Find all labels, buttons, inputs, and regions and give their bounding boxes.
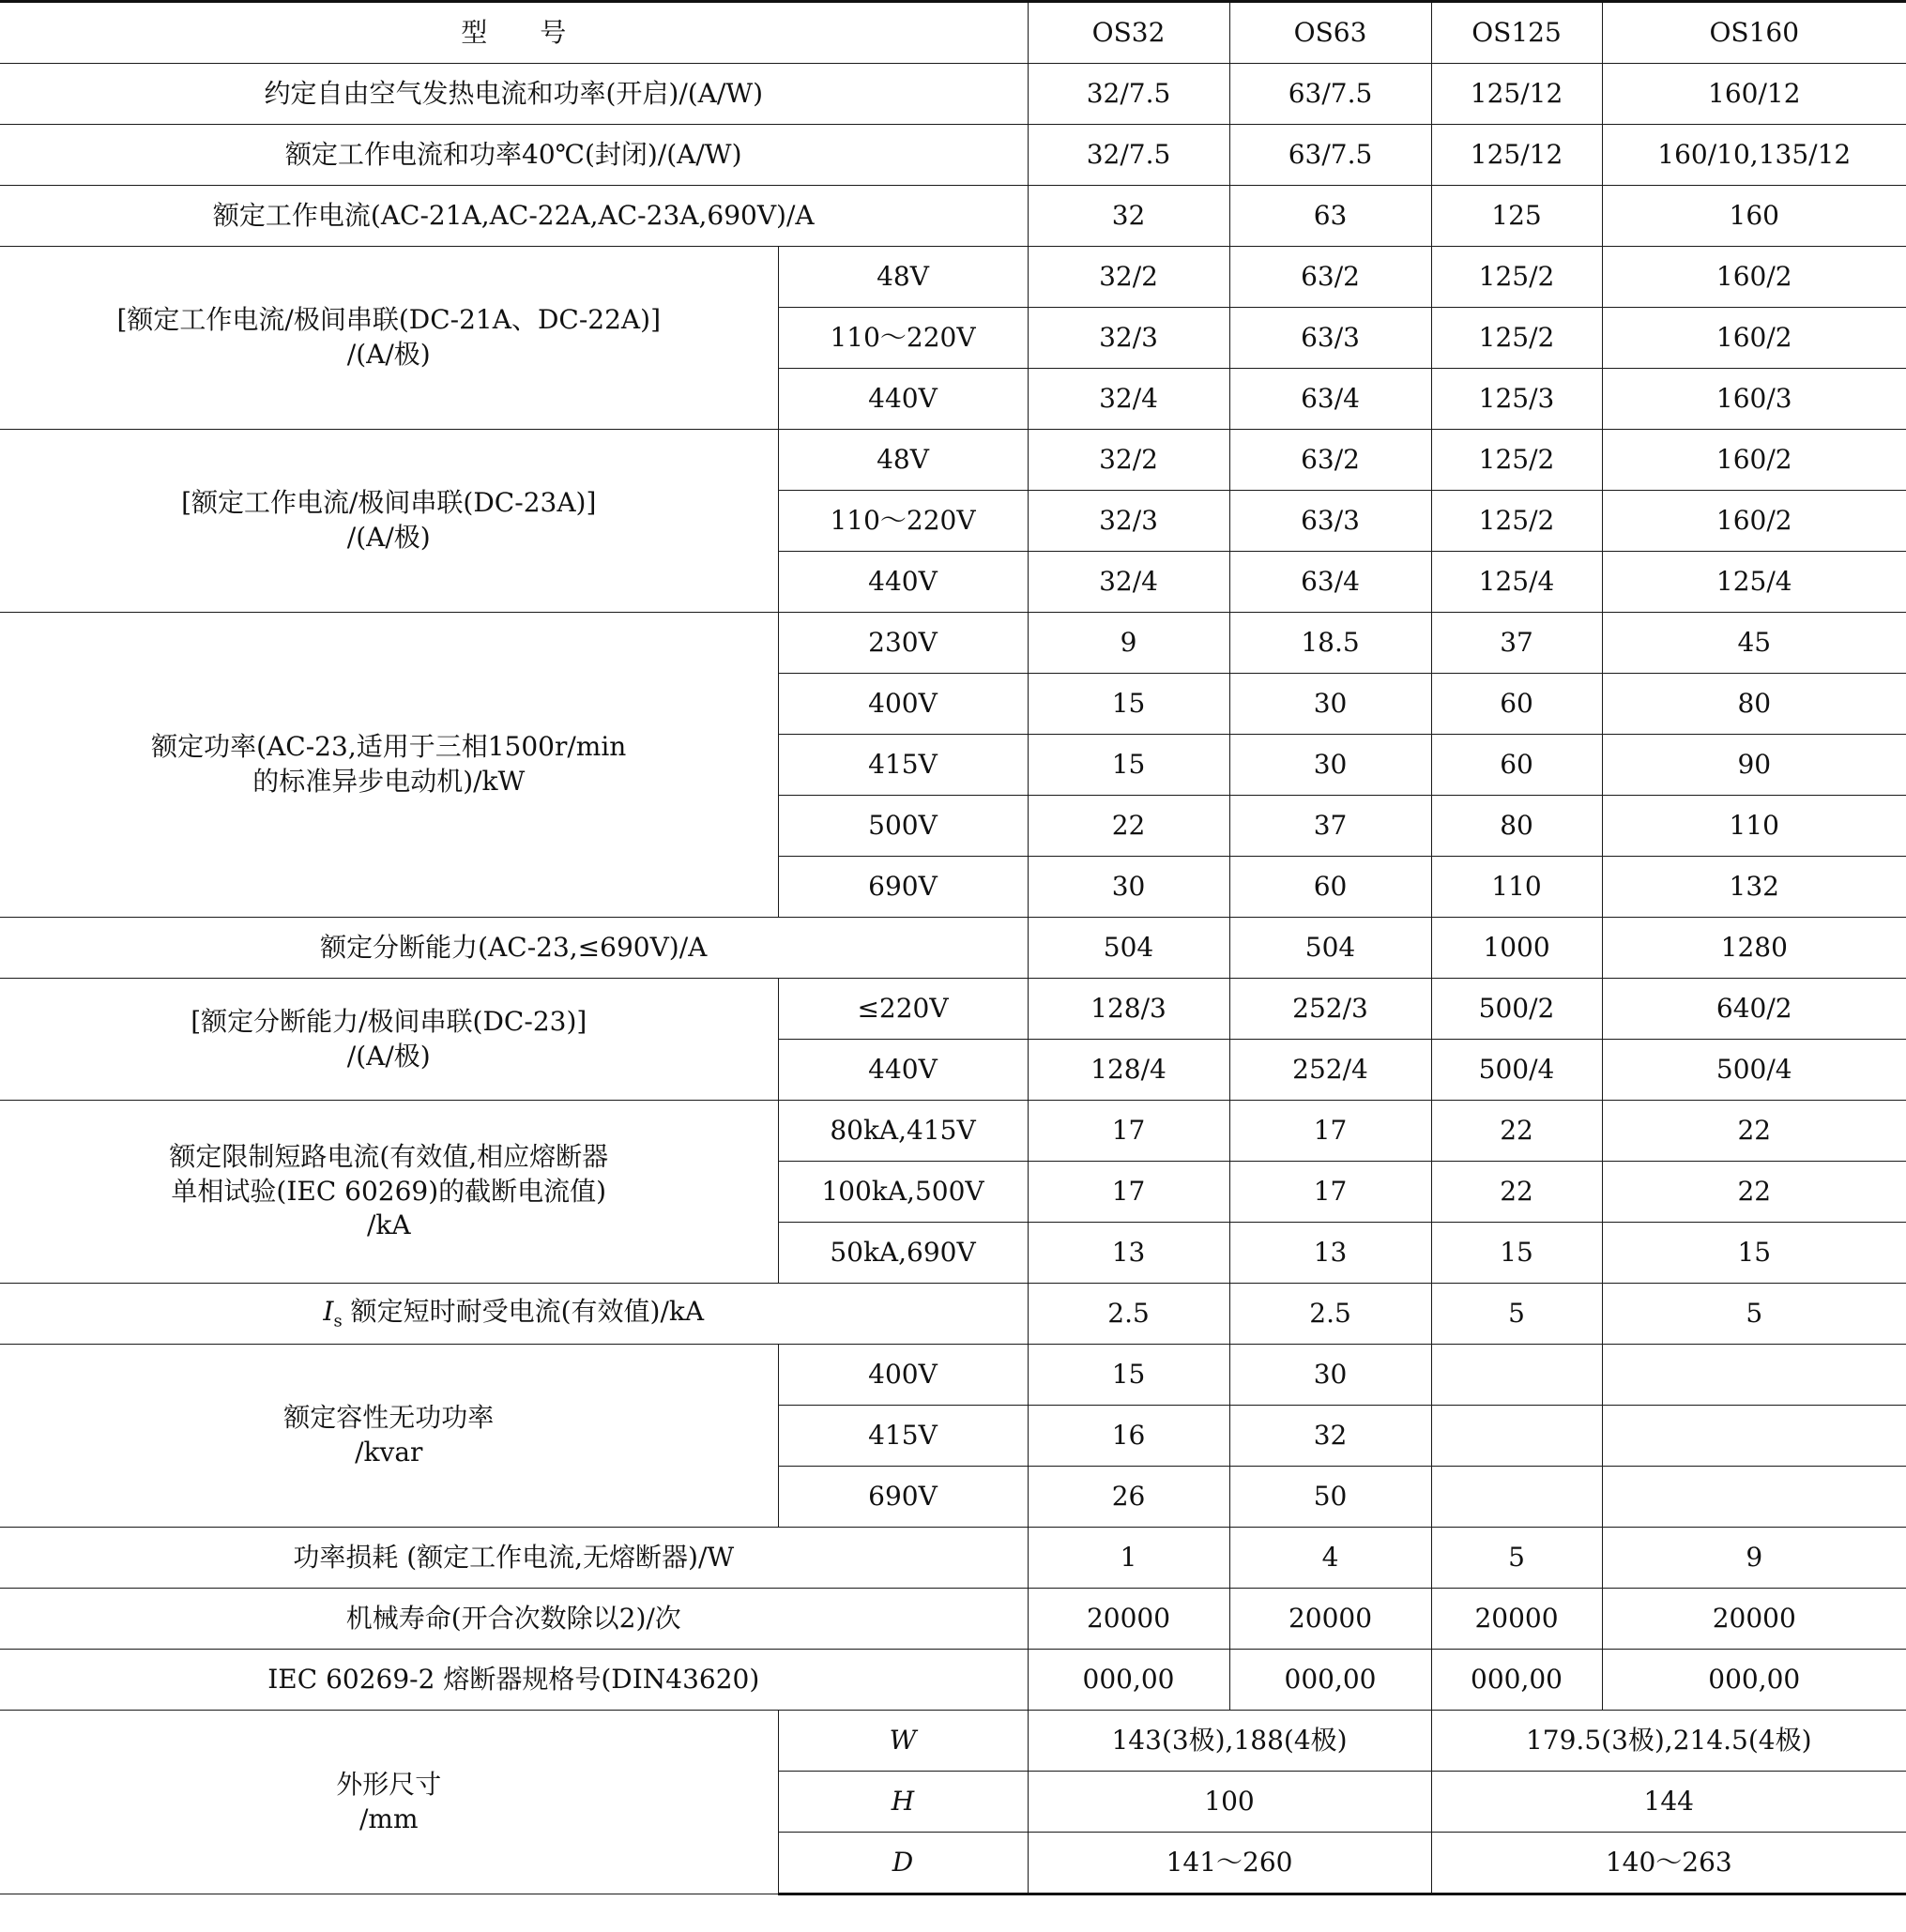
table-row xyxy=(0,64,1906,125)
table-row xyxy=(0,918,1906,979)
row-label-mech-life: 机械寿命(开合次数除以2)/次 xyxy=(0,1589,1028,1650)
row-label-short-time xyxy=(0,1284,1028,1345)
cell-value: 22 xyxy=(1431,1101,1602,1162)
cell-value: 13 xyxy=(1229,1223,1431,1284)
row-label-line: /mm xyxy=(358,1803,419,1834)
row-label-line: 单相试验(IEC 60269)的截断电流值) xyxy=(171,1175,607,1207)
row-label-line: /(A/极) xyxy=(346,1040,431,1072)
cell-value: 9 xyxy=(1028,613,1229,674)
cell-value: 500/4 xyxy=(1431,1040,1602,1101)
cell-value: 32 xyxy=(1229,1406,1431,1467)
cell-value: 125/4 xyxy=(1431,552,1602,613)
cell-value xyxy=(1431,1406,1602,1467)
table-row xyxy=(0,613,1906,674)
condition-cell: 48V xyxy=(778,430,1028,491)
cell-value: 50 xyxy=(1229,1467,1431,1528)
cell-value: 32/3 xyxy=(1028,491,1229,552)
cell-value: 504 xyxy=(1229,918,1431,979)
table-row xyxy=(0,1345,1906,1406)
cell-value xyxy=(1602,1406,1906,1467)
row-label-free-air: 约定自由空气发热电流和功率(开启)/(A/W) xyxy=(0,64,1028,125)
cell-value: 63/3 xyxy=(1229,308,1431,369)
cell-value: 000,00 xyxy=(1028,1650,1229,1711)
row-label-line: 外形尺寸 xyxy=(336,1768,442,1800)
cell-value: 15 xyxy=(1602,1223,1906,1284)
cell-value: 15 xyxy=(1028,674,1229,735)
cell-value: 63 xyxy=(1229,186,1431,247)
condition-cell: 440V xyxy=(778,1040,1028,1101)
cell-value xyxy=(1431,1345,1602,1406)
condition-cell: 100kA,500V xyxy=(778,1162,1028,1223)
cell-value: 160 xyxy=(1602,186,1906,247)
condition-cell: D xyxy=(778,1833,1028,1894)
cell-value: 63/2 xyxy=(1229,247,1431,308)
cell-value: 640/2 xyxy=(1602,979,1906,1040)
cell-value-merged: 179.5(3极),214.5(4极) xyxy=(1431,1711,1906,1772)
header-row xyxy=(0,2,1906,64)
cell-value: 90 xyxy=(1602,735,1906,796)
cell-value: 63/7.5 xyxy=(1229,125,1431,186)
condition-cell: 48V xyxy=(778,247,1028,308)
cell-value: 32 xyxy=(1028,186,1229,247)
header-model-os32: OS32 xyxy=(1028,2,1229,64)
cell-value: 17 xyxy=(1028,1101,1229,1162)
row-label-line: [额定分断能力/极间串联(DC-23)] xyxy=(191,1005,587,1037)
cell-value: 32/4 xyxy=(1028,369,1229,430)
row-label-line: /kA xyxy=(366,1209,411,1241)
cell-value: 1 xyxy=(1028,1528,1229,1589)
cell-value: 22 xyxy=(1602,1101,1906,1162)
row-label-dc-series-21-22 xyxy=(0,247,778,430)
condition-cell: 50kA,690V xyxy=(778,1223,1028,1284)
table-row xyxy=(0,1589,1906,1650)
cell-value: 160/2 xyxy=(1602,430,1906,491)
cell-value-merged: 144 xyxy=(1431,1772,1906,1833)
condition-cell: ≤220V xyxy=(778,979,1028,1040)
cell-value: 125/2 xyxy=(1431,430,1602,491)
table-row xyxy=(0,186,1906,247)
row-label-dc23-breaking xyxy=(0,979,778,1101)
row-label-line: [额定工作电流/极间串联(DC-23A)] xyxy=(181,487,597,519)
cell-value: 60 xyxy=(1431,735,1602,796)
cell-value: 125/12 xyxy=(1431,64,1602,125)
table-row xyxy=(0,979,1906,1040)
condition-cell: W xyxy=(778,1711,1028,1772)
row-label-line: 的标准异步电动机)/kW xyxy=(252,766,526,797)
cell-value: 30 xyxy=(1229,674,1431,735)
cell-value: 32/7.5 xyxy=(1028,64,1229,125)
cell-value: 5 xyxy=(1431,1284,1602,1345)
cell-value: 37 xyxy=(1431,613,1602,674)
table-row xyxy=(0,247,1906,308)
row-label-dc-series-23 xyxy=(0,430,778,613)
cell-value: 20000 xyxy=(1229,1589,1431,1650)
cell-value xyxy=(1431,1467,1602,1528)
cell-value: 16 xyxy=(1028,1406,1229,1467)
row-label-line: [额定工作电流/极间串联(DC-21A、DC-22A)] xyxy=(116,304,661,336)
table-row xyxy=(0,430,1906,491)
header-model-os125: OS125 xyxy=(1431,2,1602,64)
cell-value: 30 xyxy=(1028,857,1229,918)
condition-cell: 500V xyxy=(778,796,1028,857)
cell-value: 80 xyxy=(1602,674,1906,735)
cell-value: 125/4 xyxy=(1602,552,1906,613)
cell-value-merged: 140～263 xyxy=(1431,1833,1906,1894)
cell-value: 63/4 xyxy=(1229,369,1431,430)
cell-value-merged: 100 xyxy=(1028,1772,1431,1833)
cell-value: 15 xyxy=(1028,1345,1229,1406)
cell-value: 32/4 xyxy=(1028,552,1229,613)
condition-cell: 440V xyxy=(778,369,1028,430)
cell-value: 125/2 xyxy=(1431,491,1602,552)
cell-value: 20000 xyxy=(1602,1589,1906,1650)
cell-value: 17 xyxy=(1229,1162,1431,1223)
condition-cell: 400V xyxy=(778,1345,1028,1406)
short-time-label-text: 额定短时耐受电流(有效值)/kA xyxy=(350,1295,705,1327)
row-label-power-loss: 功率损耗 (额定工作电流,无熔断器)/W xyxy=(0,1528,1028,1589)
row-label-capacitive xyxy=(0,1345,778,1528)
cell-value: 22 xyxy=(1028,796,1229,857)
condition-cell: 230V xyxy=(778,613,1028,674)
condition-cell: 80kA,415V xyxy=(778,1101,1028,1162)
cell-value: 5 xyxy=(1431,1528,1602,1589)
cell-value: 15 xyxy=(1431,1223,1602,1284)
row-label-dimensions xyxy=(0,1711,778,1894)
cell-value: 45 xyxy=(1602,613,1906,674)
condition-cell: 415V xyxy=(778,735,1028,796)
row-label-fuse-size: IEC 60269-2 熔断器规格号(DIN43620) xyxy=(0,1650,1028,1711)
cell-value: 252/4 xyxy=(1229,1040,1431,1101)
cell-value: 160/2 xyxy=(1602,247,1906,308)
cell-value: 32/3 xyxy=(1028,308,1229,369)
condition-cell: 690V xyxy=(778,1467,1028,1528)
cell-value: 125/2 xyxy=(1431,308,1602,369)
row-label-line: /(A/极) xyxy=(346,522,431,553)
cell-value: 18.5 xyxy=(1229,613,1431,674)
header-label: 型 号 xyxy=(0,2,1028,64)
cell-value: 125/3 xyxy=(1431,369,1602,430)
cell-value: 160/2 xyxy=(1602,308,1906,369)
cell-value: 000,00 xyxy=(1602,1650,1906,1711)
condition-cell: 415V xyxy=(778,1406,1028,1467)
cell-value: 30 xyxy=(1229,1345,1431,1406)
symbol-subscript: s xyxy=(333,1311,343,1331)
row-label-line: 额定功率(AC-23,适用于三相1500r/min xyxy=(151,731,627,763)
row-label-breaking: 额定分断能力(AC-23,≤690V)/A xyxy=(0,918,1028,979)
cell-value: 000,00 xyxy=(1229,1650,1431,1711)
cell-value: 63/7.5 xyxy=(1229,64,1431,125)
cell-value: 63/4 xyxy=(1229,552,1431,613)
table-row xyxy=(0,1101,1906,1162)
cell-value: 22 xyxy=(1602,1162,1906,1223)
cell-value: 160/3 xyxy=(1602,369,1906,430)
cell-value: 132 xyxy=(1602,857,1906,918)
cell-value: 128/4 xyxy=(1028,1040,1229,1101)
row-label-line: /kvar xyxy=(355,1437,423,1468)
cell-value: 1280 xyxy=(1602,918,1906,979)
cell-value: 500/4 xyxy=(1602,1040,1906,1101)
cell-value: 125 xyxy=(1431,186,1602,247)
cell-value: 17 xyxy=(1229,1101,1431,1162)
row-label-line: /(A/极) xyxy=(346,339,431,370)
cell-value: 1000 xyxy=(1431,918,1602,979)
row-label-ac23-power xyxy=(0,613,778,918)
cell-value: 20000 xyxy=(1431,1589,1602,1650)
condition-cell: 400V xyxy=(778,674,1028,735)
row-label-short-circuit xyxy=(0,1101,778,1284)
cell-value: 63/2 xyxy=(1229,430,1431,491)
table-row xyxy=(0,1284,1906,1345)
cell-value xyxy=(1602,1345,1906,1406)
cell-value: 26 xyxy=(1028,1467,1229,1528)
row-label-ac-current: 额定工作电流(AC-21A,AC-22A,AC-23A,690V)/A xyxy=(0,186,1028,247)
condition-cell: 440V xyxy=(778,552,1028,613)
cell-value: 37 xyxy=(1229,796,1431,857)
cell-value: 17 xyxy=(1028,1162,1229,1223)
header-model-os63: OS63 xyxy=(1229,2,1431,64)
table-row xyxy=(0,1711,1906,1772)
cell-value: 4 xyxy=(1229,1528,1431,1589)
symbol-i: I xyxy=(323,1295,334,1327)
cell-value: 128/3 xyxy=(1028,979,1229,1040)
cell-value: 160/12 xyxy=(1602,64,1906,125)
cell-value: 160/10,135/12 xyxy=(1602,125,1906,186)
cell-value: 2.5 xyxy=(1028,1284,1229,1345)
cell-value: 32/2 xyxy=(1028,430,1229,491)
cell-value: 9 xyxy=(1602,1528,1906,1589)
cell-value: 32/2 xyxy=(1028,247,1229,308)
header-model-os160: OS160 xyxy=(1602,2,1906,64)
cell-value: 60 xyxy=(1229,857,1431,918)
cell-value: 80 xyxy=(1431,796,1602,857)
condition-cell: 110～220V xyxy=(778,491,1028,552)
cell-value: 252/3 xyxy=(1229,979,1431,1040)
cell-value: 30 xyxy=(1229,735,1431,796)
row-label-line: 额定容性无功功率 xyxy=(283,1402,495,1434)
cell-value: 60 xyxy=(1431,674,1602,735)
cell-value: 20000 xyxy=(1028,1589,1229,1650)
cell-value: 15 xyxy=(1028,735,1229,796)
row-label-rated-40c: 额定工作电流和功率40℃(封闭)/(A/W) xyxy=(0,125,1028,186)
cell-value: 5 xyxy=(1602,1284,1906,1345)
cell-value: 160/2 xyxy=(1602,491,1906,552)
cell-value: 110 xyxy=(1602,796,1906,857)
table-row xyxy=(0,125,1906,186)
cell-value: 500/2 xyxy=(1431,979,1602,1040)
cell-value: 504 xyxy=(1028,918,1229,979)
condition-cell: 110～220V xyxy=(778,308,1028,369)
condition-cell: 690V xyxy=(778,857,1028,918)
cell-value: 22 xyxy=(1431,1162,1602,1223)
table-row xyxy=(0,1528,1906,1589)
cell-value: 125/12 xyxy=(1431,125,1602,186)
cell-value: 32/7.5 xyxy=(1028,125,1229,186)
cell-value: 13 xyxy=(1028,1223,1229,1284)
cell-value-merged: 141～260 xyxy=(1028,1833,1431,1894)
cell-value: 110 xyxy=(1431,857,1602,918)
cell-value: 000,00 xyxy=(1431,1650,1602,1711)
cell-value-merged: 143(3极),188(4极) xyxy=(1028,1711,1431,1772)
cell-value: 2.5 xyxy=(1229,1284,1431,1345)
table-row xyxy=(0,1650,1906,1711)
cell-value: 63/3 xyxy=(1229,491,1431,552)
cell-value xyxy=(1602,1467,1906,1528)
cell-value: 125/2 xyxy=(1431,247,1602,308)
row-label-line: 额定限制短路电流(有效值,相应熔断器 xyxy=(169,1140,609,1172)
condition-cell: H xyxy=(778,1772,1028,1833)
